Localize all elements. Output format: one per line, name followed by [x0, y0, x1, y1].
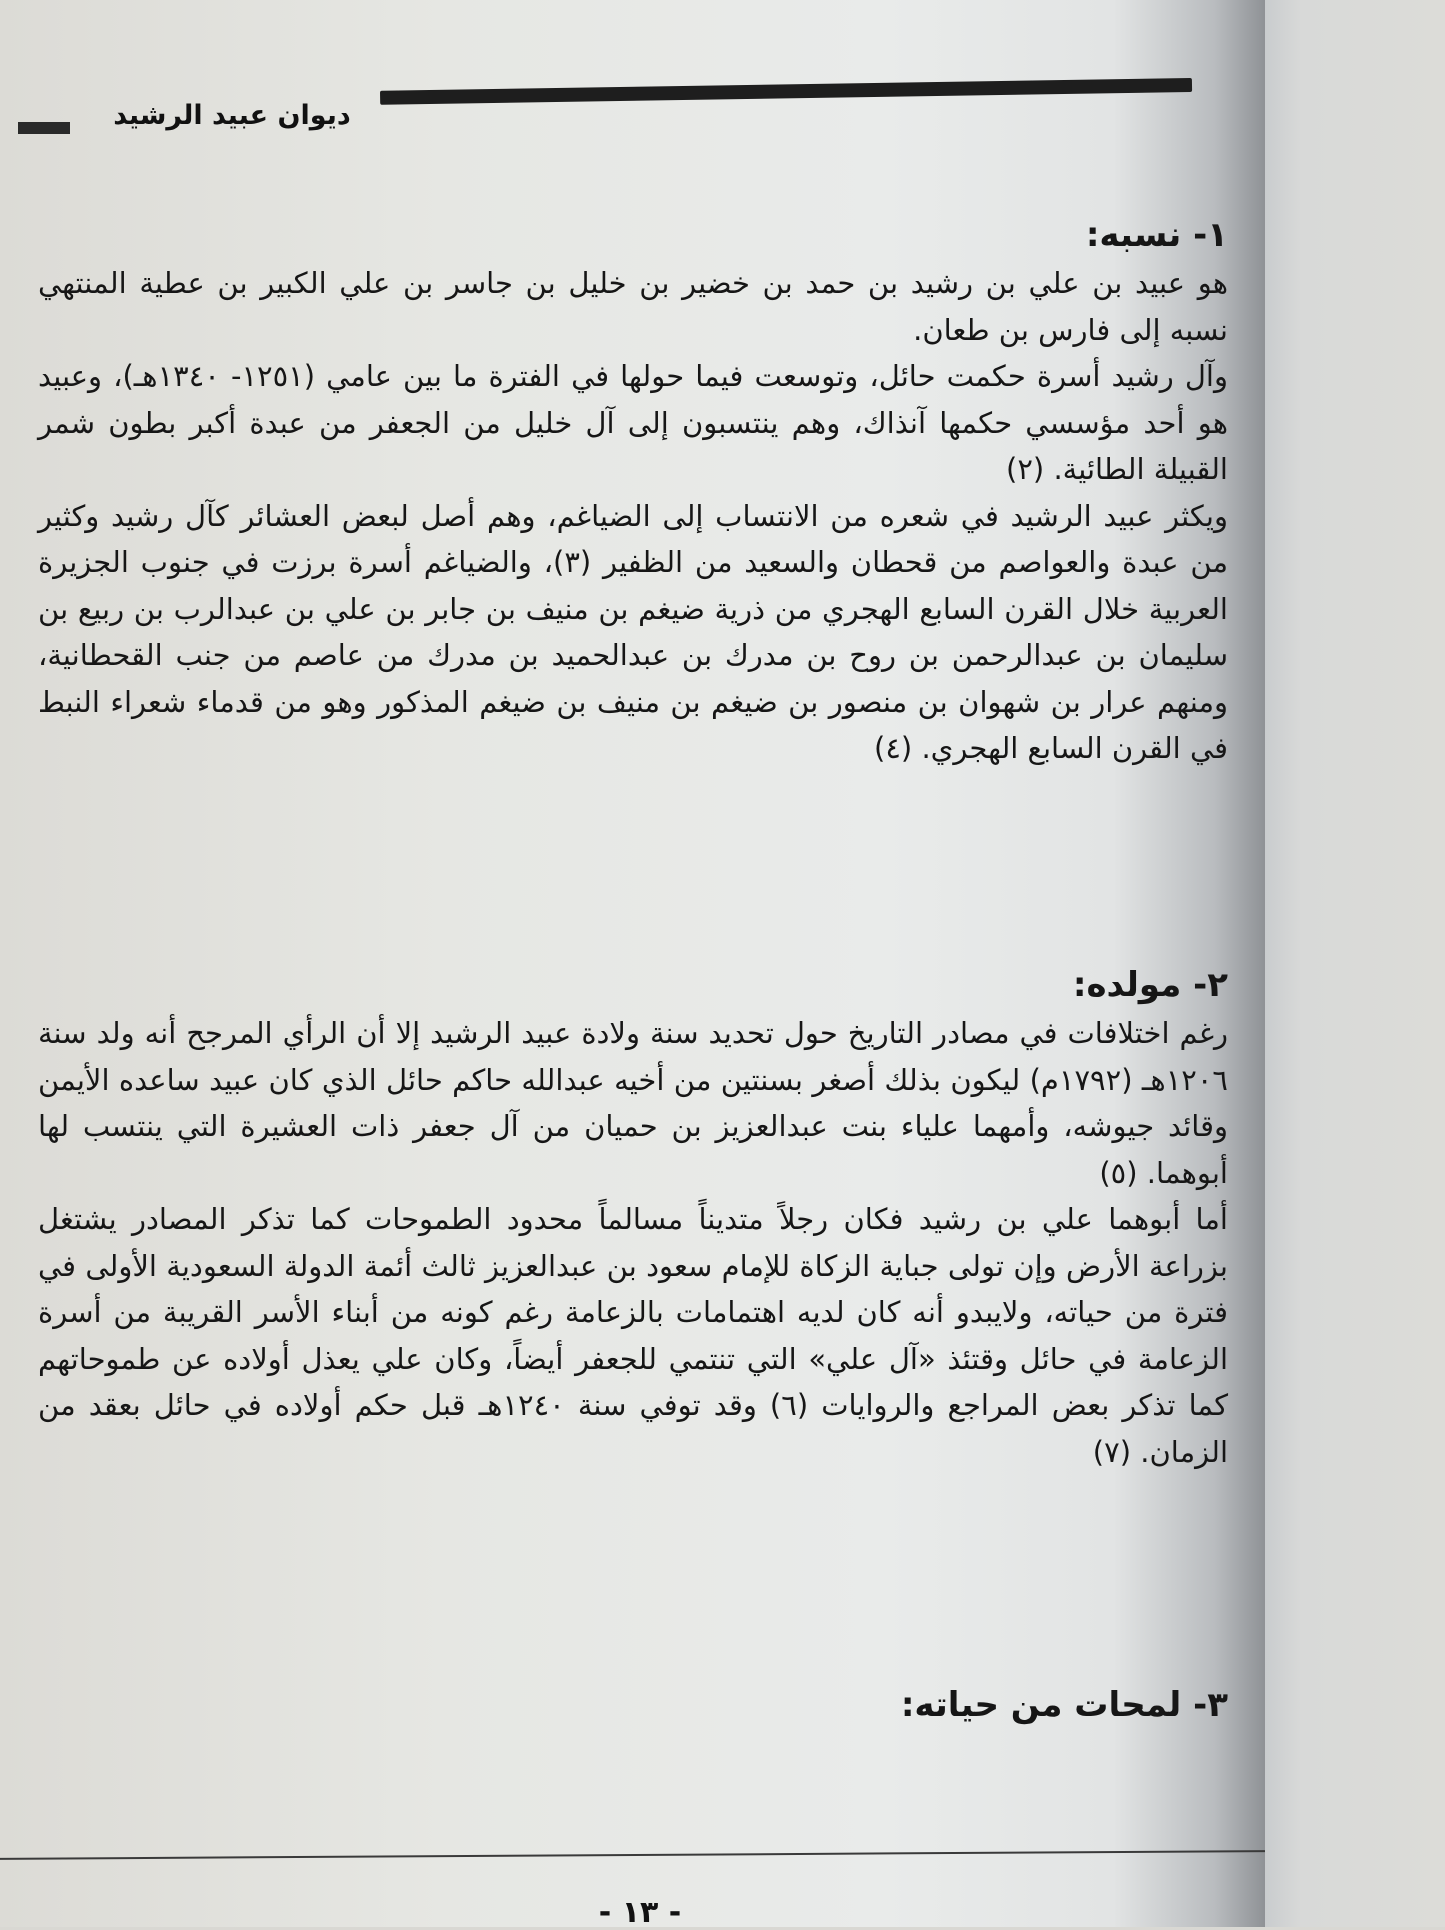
paragraph: هو عبيد بن علي بن رشيد بن حمد بن خضير بن خليل بن جاسر بن علي الكبير بن عطية المنتهي نسبه إلى فارس بن طعان. [38, 266, 1228, 347]
footer-rule [0, 1850, 1265, 1860]
section-lineage [38, 210, 1228, 772]
paragraph: أما أبوهما علي بن رشيد فكان رجلاً متديناً مسالماً محدود الطموحات كما تذكر المصادر يشتغل بزراعة الأرض وإن تولى جباية الزكاة للإمام سعود بن عبدالعزيز ثالث أئمة الدولة السعودية الأولى في فترة من حياته، ولايبدو أنه كان لديه اهتمامات بالزعامة رغم كونه من أبناء الأسر القريبة من أسرة الزعامة في حائل وقتئذ «آل علي» التي تنتمي للجعفر أيضاً، وكان علي يعذل أولاده عن طموحاتهم كما تذكر بعض المراجع والروايات (٦) وقد توفي سنة ١٢٤٠هـ قبل حكم أولاده في حائل بعقد من الزمان. (٧) [38, 1202, 1228, 1469]
section-life-glimpses [38, 1680, 1228, 1730]
running-title: ديوان عبيد الرشيد [113, 100, 351, 131]
paragraph: ويكثر عبيد الرشيد في شعره من الانتساب إلى الضياغم، وهم أصل لبعض العشائر كآل رشيد وكثير من عبدة والعواصم من قحطان والسعيد من الظفير (٣)، والضياغم أسرة برزت في جنوب الجزيرة العربية خلال القرن السابع الهجري من ذرية ضيغم بن منيف بن جابر بن علي بن عبدالرب بن ربيع بن سليمان بن عبدالرحمن بن روح بن مدرك بن عبدالحميد بن مدرك من عاصم من جنب القحطانية، ومنهم عرار بن شهوان بن منصور بن ضيغم بن منيف بن ضيغم المذكور وهو من قدماء شعراء النبط في القرن السابع الهجري. (٤) [38, 498, 1228, 765]
section-birth [38, 960, 1228, 1475]
header-rule [380, 78, 1192, 105]
header-rule-short [18, 122, 70, 134]
section-heading: ٢- مولده: [1072, 965, 1228, 1005]
page-number: - ١٣ - [598, 1895, 682, 1930]
section-heading: ١- نسبه: [1085, 215, 1228, 255]
paragraph: رغم اختلافات في مصادر التاريخ حول تحديد سنة ولادة عبيد الرشيد إلا أن الرأي المرجح أنه ولد سنة ١٢٠٦هـ (١٧٩٢م) ليكون بذلك أصغر بسنتين من أخيه عبدالله حاكم حائل الذي كان عبيد ساعده الأيمن وقائد جيوشه، وأمهما علياء بنت عبدالعزيز بن حميان من آل جعفر ذات العشيرة التي ينتسب لها أبوهما. (٥) [38, 1016, 1228, 1190]
facing-page-edge [1265, 0, 1445, 1927]
paragraph: وآل رشيد أسرة حكمت حائل، وتوسعت فيما حولها في الفترة ما بين عامي (١٢٥١- ١٣٤٠هـ)، وعبيد هو أحد مؤسسي حكمها آنذاك، وهم ينتسبون إلى آل خليل من الجعفر من عبدة أكبر بطون شمر القبيلة الطائية. (٢) [38, 359, 1228, 486]
section-heading: ٣- لمحات من حياته: [900, 1685, 1228, 1725]
